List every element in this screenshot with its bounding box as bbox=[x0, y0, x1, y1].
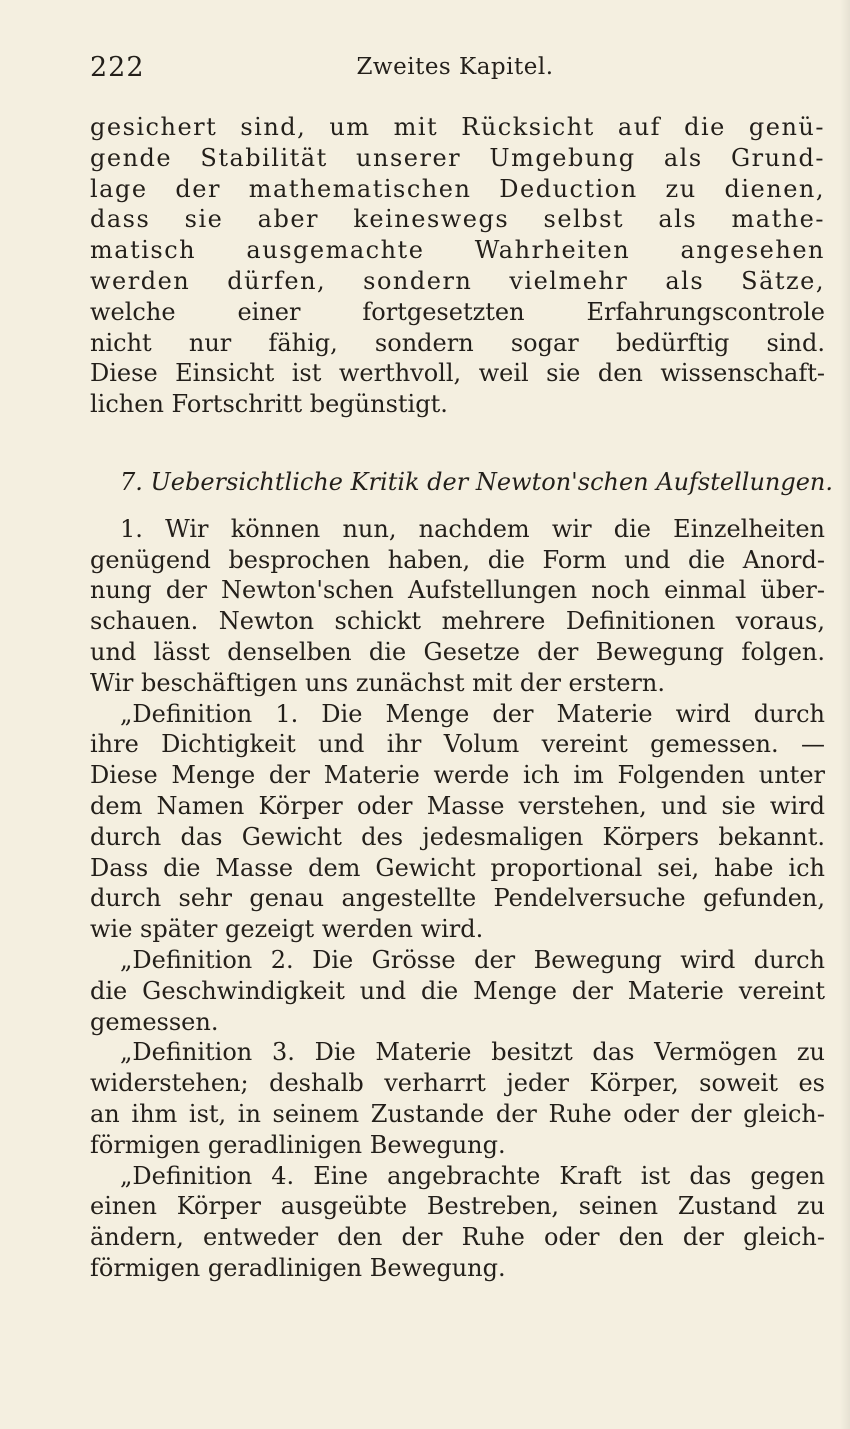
text-line: 1. Wir können nun, nachdem wir die Einzelheiten bbox=[120, 514, 825, 543]
text-line: förmigen geradlinigen Bewegung. bbox=[90, 1130, 506, 1159]
text-line: wie später gezeigt werden wird. bbox=[90, 915, 484, 944]
text-line: ihre Dichtigkeit und ihr Volum vereint gemessen. — bbox=[90, 730, 825, 759]
text-line: Dass die Masse dem Gewicht proportional sei, habe ich bbox=[90, 853, 825, 882]
text-line: förmigen geradlinigen Bewegung. bbox=[90, 1253, 506, 1282]
text-line: matisch ausgemachte Wahrheiten angesehen bbox=[90, 236, 825, 265]
text-line: Wir beschäftigen uns zunächst mit der erstern. bbox=[90, 668, 665, 697]
text-line: schauen. Newton schickt mehrere Definitionen voraus, bbox=[90, 607, 825, 636]
page-edge-shadow bbox=[840, 0, 850, 1429]
text-line: „Definition 1. Die Menge der Materie wird durch bbox=[120, 699, 825, 728]
text-line: nung der Newton'schen Aufstellungen noch einmal über- bbox=[90, 576, 825, 605]
text-line: „Definition 4. Eine angebrachte Kraft ist das gegen bbox=[120, 1161, 825, 1190]
text-line: durch das Gewicht des jedesmaligen Körpers bekannt. bbox=[90, 822, 825, 851]
spacer bbox=[90, 420, 825, 467]
text-line: ändern, entweder den der Ruhe oder den der gleich- bbox=[90, 1223, 825, 1252]
text-line: werden dürfen, sondern vielmehr als Sätze, bbox=[90, 266, 825, 295]
text-line: lichen Fortschritt begünstigt. bbox=[90, 390, 448, 419]
paragraph-continuation bbox=[90, 112, 825, 420]
section-heading: 7. Uebersichtliche Kritik der Newton'schen Aufstellungen. bbox=[120, 467, 834, 496]
text-line: „Definition 3. Die Materie besitzt das Vermögen zu bbox=[120, 1038, 825, 1067]
text-line: widerstehen; deshalb verharrt jeder Körper, soweit es bbox=[90, 1069, 825, 1098]
text-line: welche einer fortgesetzten Erfahrungscontrole bbox=[90, 297, 825, 326]
definition-3 bbox=[90, 1037, 825, 1160]
running-title: Zweites Kapitel. bbox=[356, 54, 554, 80]
text-line: gemessen. bbox=[90, 1007, 219, 1036]
text-line: Diese Menge der Materie werde ich im Folgenden unter bbox=[90, 761, 825, 790]
text-line: dass sie aber keineswegs selbst als mathe- bbox=[90, 205, 825, 234]
text-line: gesichert sind, um mit Rücksicht auf die genü- bbox=[90, 113, 825, 141]
page-body bbox=[90, 112, 834, 1284]
text-line: lage der mathematischen Deduction zu dienen, bbox=[90, 174, 825, 203]
definition-1 bbox=[90, 699, 825, 945]
text-line: einen Körper ausgeübte Bestreben, seinen Zustand zu bbox=[90, 1192, 825, 1221]
text-line: gende Stabilität unserer Umgebung als Grund- bbox=[90, 143, 825, 172]
definition-4 bbox=[90, 1161, 825, 1284]
text-line: an ihm ist, in seinem Zustande der Ruhe oder der gleich- bbox=[90, 1099, 825, 1128]
definition-2 bbox=[90, 945, 825, 1037]
text-line: nicht nur fähig, sondern sogar bedürftig sind. bbox=[90, 328, 825, 357]
text-line: Diese Einsicht ist werthvoll, weil sie den wissenschaft- bbox=[90, 359, 825, 388]
page-number: 222 bbox=[90, 52, 145, 83]
text-line: dem Namen Körper oder Masse verstehen, und sie wird bbox=[90, 791, 825, 820]
text-line: durch sehr genau angestellte Pendelversuche gefunden, bbox=[90, 884, 825, 913]
text-line: und lässt denselben die Gesetze der Bewegung folgen. bbox=[90, 637, 825, 666]
paragraph-intro bbox=[90, 514, 825, 699]
text-line: die Geschwindigkeit und die Menge der Materie vereint bbox=[90, 976, 825, 1005]
text-line: genügend besprochen haben, die Form und die Anord- bbox=[90, 545, 825, 574]
text-line: „Definition 2. Die Grösse der Bewegung wird durch bbox=[120, 945, 825, 974]
spacer bbox=[90, 498, 825, 514]
page-header bbox=[90, 52, 820, 92]
